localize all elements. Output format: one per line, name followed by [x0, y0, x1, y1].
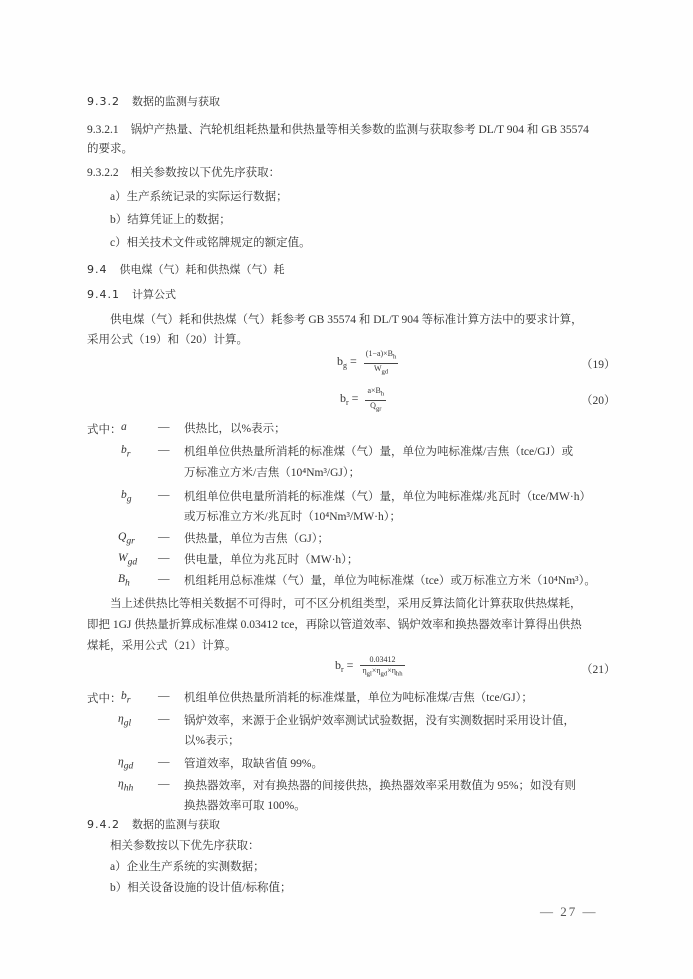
dash: — [158, 489, 170, 501]
paragraph-text: 相关参数按以下优先序获取： [110, 840, 260, 852]
list-item: c）相关技术文件或铭牌规定的额定值。 [110, 237, 311, 249]
list-item: a）生产系统记录的实际运行数据； [110, 191, 288, 203]
sub: gl [366, 670, 372, 678]
var-symbol: η [118, 713, 124, 725]
var-symbol: a [121, 421, 127, 433]
equation-number: （20） [581, 395, 616, 407]
var-subscript: r [126, 448, 131, 460]
section-title: 数据的监测与获取 [132, 818, 220, 831]
clause-text: 锅炉产热量、汽轮机组耗热量和供热量等相关参数的监测与获取参考 DL/T 904 和 GB 35574 [130, 124, 589, 136]
equation-number: （19） [581, 359, 616, 371]
list-item: b）相关设备设施的设计值/标称值； [110, 882, 292, 894]
denominator [365, 401, 386, 415]
paragraph-text: 煤耗，采用公式（21）计算。 [87, 640, 237, 652]
section-number: 9.4.2 [87, 818, 120, 831]
var-symbol: η [118, 756, 124, 768]
clause-number: 9.3.2.2 [87, 167, 119, 179]
variable-definition: 机组单位供电量所消耗的标准煤（气）量，单位为吨标准煤/兆瓦时（tce/MW·h） [184, 491, 591, 503]
section-title: 供电煤（气）耗和供热煤（气）耗 [119, 263, 285, 276]
var-symbol: B [118, 573, 126, 585]
var-subscript: gd [123, 760, 134, 772]
dash: — [158, 552, 170, 564]
numerator [365, 386, 386, 401]
variable-definition-cont: 万标准立方米/吉焦（10⁴Nm³/GJ）； [184, 467, 361, 479]
sub: hh [395, 670, 403, 678]
paragraph-text: 即把 1GJ 供热量折算成标准煤 0.03412 tce，再除以管道效率、锅炉效率和换热器效率计算得出供热 [87, 619, 582, 631]
list-item: b）结算凭证上的数据； [110, 214, 231, 226]
variable-qgr [118, 531, 135, 546]
var-subscript: g [126, 493, 132, 505]
numerator-sub: h [380, 390, 385, 398]
fraction [365, 386, 386, 414]
var-subscript: hh [123, 782, 134, 794]
var-symbol: b [121, 489, 127, 501]
dash: — [158, 444, 170, 456]
equation-19 [337, 349, 398, 377]
times: × [371, 666, 377, 675]
section-number: 9.4 [87, 263, 108, 276]
paragraph-text: 供电煤（气）耗和供热煤（气）耗参考 GB 35574 和 DL/T 904 等标准计算方法中的要求计算， [110, 314, 583, 326]
var-subscript: r [126, 694, 131, 706]
variable-eta-gd [118, 756, 133, 771]
dash: — [158, 713, 170, 725]
eta: η [376, 666, 381, 675]
variable-bh [118, 573, 130, 588]
variable-definition-cont: 以%表示； [184, 735, 240, 747]
where-label: 式中： [87, 424, 122, 436]
eq-subscript: r [341, 664, 344, 674]
denominator-text: W [373, 363, 382, 373]
var-symbol: Q [118, 531, 127, 543]
variable-definition: 机组单位供热量所消耗的标准煤量，单位为吨标准煤/吉焦（tce/GJ）； [184, 692, 533, 704]
section-number: 9.4.1 [87, 288, 120, 301]
variable-eta-gl [118, 713, 131, 728]
eq-symbol: b [337, 353, 343, 368]
clause-9-3-2-1 [87, 122, 589, 138]
variable-definition: 供电量，单位为兆瓦时（MW·h）； [184, 554, 359, 566]
times: × [387, 666, 392, 675]
variable-definition: 机组耗用总标准煤（气）量，单位为吨标准煤（tce）或万标准立方米（10⁴Nm³）。 [184, 575, 596, 587]
denominator-sub: gr [375, 405, 382, 413]
variable-definition: 锅炉效率，来源于企业锅炉效率测试试验数据，没有实测数据时采用设计值， [184, 715, 575, 727]
var-symbol: b [121, 690, 127, 702]
dash: — [158, 756, 170, 768]
var-subscript: gd [127, 556, 138, 568]
section-heading-9-4-1 [87, 287, 176, 303]
where-label: 式中： [87, 693, 122, 705]
numerator-text: a×B [367, 386, 381, 395]
variable-definition: 供热比，以%表示； [184, 423, 286, 435]
eq-lhs: $b_r$ = [340, 390, 359, 407]
var-symbol: b [121, 444, 127, 456]
section-number: 9.3.2 [87, 95, 120, 108]
numerator [364, 349, 399, 364]
section-heading-9-4 [87, 262, 285, 278]
list-item: a）企业生产系统的实测数据； [110, 861, 265, 873]
denominator [364, 364, 399, 378]
fraction [360, 655, 404, 680]
dash: — [158, 778, 170, 790]
variable-a [121, 421, 127, 433]
equation-20 [340, 386, 386, 414]
eq-lhs: $b_g$ = [337, 353, 357, 370]
denominator-text: Q [370, 400, 376, 410]
var-symbol: η [118, 778, 124, 790]
sub: gd [380, 670, 388, 678]
eq-symbol: b [335, 657, 341, 672]
paragraph-text: 采用公式（19）和（20）计算。 [87, 334, 248, 346]
clause-number: 9.3.2.1 [87, 124, 119, 136]
variable-definition: 机组单位供热量所消耗的标准煤（气）量，单位为吨标准煤/吉焦（tce/GJ）或 [184, 446, 574, 458]
numerator-text: (1−a)×B [365, 349, 394, 358]
variable-definition: 换热器效率，对有换热器的间接供热，换热器效率采用数值为 95%；如没有则 [184, 780, 576, 792]
variable-br [121, 690, 130, 705]
section-title: 计算公式 [132, 288, 176, 301]
variable-eta-hh [118, 778, 133, 793]
variable-br [121, 444, 130, 459]
eta: η [391, 666, 396, 675]
numerator-sub: h [393, 353, 397, 361]
numerator: 0.03412 [360, 655, 404, 666]
paragraph-text: 当上述供热比等相关数据不可得时，可不区分机组类型，采用反算法简化计算获取供热煤耗， [110, 598, 582, 610]
fraction [364, 349, 399, 377]
eq-subscript: r [346, 397, 349, 407]
variable-definition-cont: 或万标准立方米/兆瓦时（10⁴Nm³/MW·h）； [184, 511, 402, 523]
denominator-sub: gd [381, 368, 389, 376]
equation-number: （21） [581, 664, 616, 676]
dash: — [158, 531, 170, 543]
var-subscript: h [125, 577, 130, 589]
section-heading-9-3-2 [87, 94, 220, 110]
equation-21 [335, 655, 405, 680]
variable-definition: 供热量，单位为吉焦（GJ）； [184, 533, 330, 545]
dash: — [158, 690, 170, 702]
clause-9-3-2-2 [87, 165, 280, 181]
clause-text-cont: 的要求。 [87, 143, 133, 155]
var-symbol: W [118, 552, 128, 564]
variable-bg [121, 489, 132, 504]
section-title: 数据的监测与获取 [132, 95, 220, 108]
page-number: — 27 — [540, 904, 598, 919]
eq-symbol: b [340, 390, 346, 405]
var-subscript: gl [123, 717, 132, 729]
section-heading-9-4-2 [87, 817, 220, 833]
variable-definition-cont: 换热器效率可取 100%。 [184, 800, 306, 812]
var-subscript: gr [126, 535, 135, 547]
variable-wgd [118, 552, 137, 567]
clause-text: 相关参数按以下优先序获取： [130, 167, 281, 179]
denominator [360, 666, 404, 680]
eta: η [362, 666, 367, 675]
eq-lhs: $b_r$ = [335, 657, 354, 674]
dash: — [158, 421, 170, 433]
eq-subscript: g [343, 360, 347, 370]
dash: — [158, 573, 170, 585]
variable-definition: 管道效率，取缺省值 99%。 [184, 758, 323, 770]
